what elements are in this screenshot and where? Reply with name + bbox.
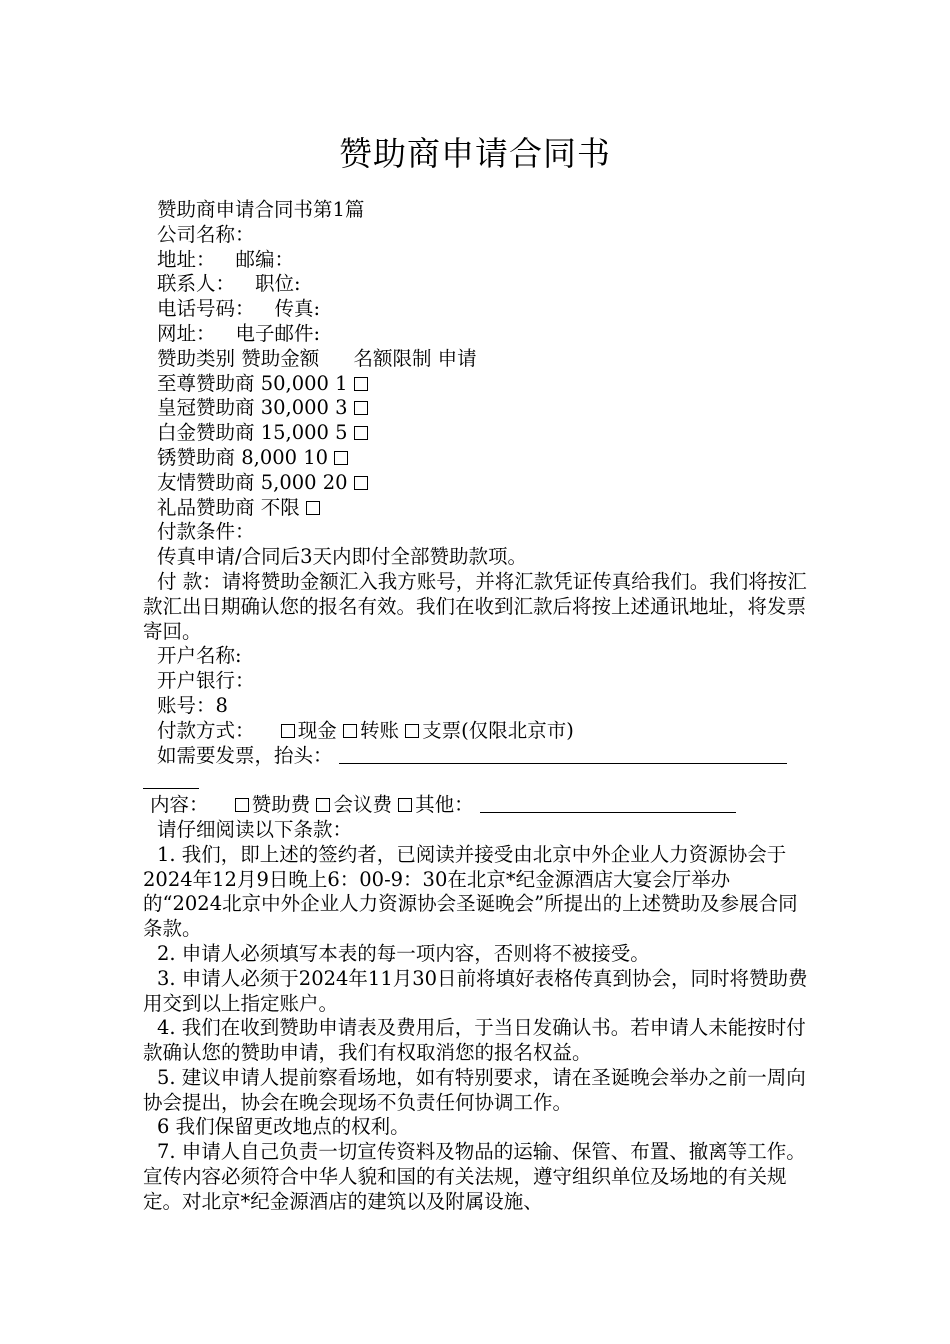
invoice-title-blank-wrap (143, 768, 809, 793)
sponsor-amount: 50,000 (260, 371, 329, 395)
header-amount: 赞助金额 (241, 346, 320, 370)
apply-checkbox[interactable] (354, 426, 368, 440)
apply-checkbox[interactable] (354, 401, 368, 415)
checkbox[interactable] (343, 724, 357, 738)
invoice-title-label: 如需要发票，抬头： (157, 743, 333, 767)
website-row (143, 322, 809, 347)
sponsor-row (143, 421, 809, 446)
sponsor-amount: 8,000 (241, 445, 298, 469)
sponsor-type: 友情赞助商 (157, 470, 255, 494)
method-option-cash[interactable]: 现金 (281, 719, 337, 742)
checkbox[interactable] (405, 724, 419, 738)
terms-item: 7. 申请人自己负责一切宣传资料及物品的运输、保管、布置、撤离等工作。宣传内容必须符合中华人貌和国的有关法规，遵守组织单位及场地的有关规定。对北京*纪金源酒店的建筑以及附属设施、 (143, 1140, 806, 1213)
apply-checkbox[interactable] (306, 501, 320, 515)
other-content-blank[interactable] (480, 796, 736, 813)
apply-checkbox[interactable] (334, 451, 348, 465)
sponsor-quota: 1 (335, 371, 348, 395)
sponsor-row (143, 446, 809, 471)
apply-checkbox[interactable] (354, 476, 368, 490)
document-body (143, 198, 809, 1215)
company-field: 公司名称： (157, 222, 255, 246)
sponsor-type: 礼品赞助商 (157, 495, 255, 519)
account-number-field: 账号：8 (157, 693, 228, 717)
invoice-content-row (143, 793, 809, 818)
phone-row (143, 297, 809, 322)
email-label: 电子邮件: (235, 321, 321, 345)
header-quota: 名额限制 (353, 346, 432, 370)
website-label: 网址： (157, 321, 216, 345)
account-name-field: 开户名称: (157, 644, 242, 668)
sponsor-row (143, 372, 809, 397)
subtitle: 赞助商申请合同书第1篇 (157, 198, 365, 221)
terms-intro: 请仔细阅读以下条款： (157, 817, 353, 841)
checkbox[interactable] (281, 724, 295, 738)
sponsor-quota: 20 (322, 470, 348, 494)
address-row (143, 248, 809, 273)
apply-checkbox[interactable] (354, 377, 368, 391)
sponsor-quota: 3 (335, 396, 348, 420)
contact-row (143, 272, 809, 297)
sponsor-amount: 15,000 (260, 421, 329, 445)
terms-item: 2. 申请人必须填写本表的每一项内容，否则将不被接受。 (157, 941, 650, 965)
invoice-content-label: 内容： (150, 793, 209, 817)
checkbox[interactable] (398, 798, 412, 812)
sponsor-quota: 5 (335, 421, 348, 445)
header-apply: 申请 (437, 346, 477, 370)
sponsor-type: 锈赞助商 (157, 445, 236, 469)
checkbox[interactable] (235, 798, 249, 812)
invoice-title-blank-continued[interactable] (143, 772, 199, 789)
position-label: 职位: (255, 272, 301, 296)
terms-item: 5. 建议申请人提前察看场地，如有特别要求，请在圣诞晚会举办之前一周向协会提出，协会在晚会现场不负责任何协调工作。 (143, 1065, 806, 1114)
method-option-check[interactable]: 支票(仅限北京市) (405, 719, 574, 742)
sponsor-row (143, 396, 809, 421)
invoice-title-blank[interactable] (339, 747, 787, 764)
content-option-conference[interactable]: 会议费 (316, 793, 392, 816)
checkbox[interactable] (316, 798, 330, 812)
terms-item: 6 我们保留更改地点的权利。 (157, 1115, 410, 1139)
sponsor-table-header (143, 347, 809, 372)
sponsor-amount: 5,000 (260, 470, 317, 494)
sponsor-quota: 10 (303, 445, 329, 469)
postcode-label: 邮编： (235, 247, 295, 271)
bank-field: 开户银行： (157, 669, 255, 693)
document-title: 赞助商申请合同书 (339, 134, 611, 173)
phone-label: 电话号码： (157, 297, 255, 321)
payment-method-row (143, 719, 809, 744)
content-option-sponsorship[interactable]: 赞助费 (235, 793, 311, 816)
content-option-other[interactable]: 其他： (398, 793, 474, 816)
sponsor-type: 皇冠赞助商 (157, 396, 255, 420)
sponsor-amount: 不限 (260, 495, 300, 519)
terms-item: 4. 我们在收到赞助申请表及费用后，于当日发确认书。若申请人未能按时付款确认您的赞助申请，我们有权取消您的报名权益。 (143, 1016, 806, 1065)
contact-label: 联系人： (157, 272, 236, 296)
payment-terms-label: 付款条件： (157, 520, 255, 544)
payment-method-label: 付款方式： (157, 718, 255, 742)
method-option-transfer[interactable]: 转账 (343, 719, 399, 742)
sponsor-row (143, 471, 809, 496)
sponsor-amount: 30,000 (260, 396, 329, 420)
payment-instructions: 付 款：请将赞助金额汇入我方账号，并将汇款凭证传真给我们。我们将按汇款汇出日期确认您的报名有效。我们在收到汇款后将按上述通讯地址，将发票寄回。 (143, 569, 807, 643)
address-label: 地址： (157, 247, 216, 271)
terms-item: 3. 申请人必须于2024年11月30日前将填好表格传真到协会，同时将赞助费用交到以上指定账户。 (143, 966, 808, 1015)
terms-item: 1. 我们，即上述的签约者，已阅读并接受由北京中外企业人力资源协会于2024年12月9日晚上6：00-9：30在北京*纪金源酒店大宴会厅举办的“2024北京中外企业人力资源协会圣诞晚会”所提出的上述赞助及参展合同条款。 (143, 842, 798, 941)
sponsor-type: 至尊赞助商 (157, 371, 255, 395)
header-type: 赞助类别 (157, 346, 236, 370)
sponsor-type: 白金赞助商 (157, 421, 255, 445)
payment-terms-text: 传真申请/合同后3天内即付全部赞助款项。 (157, 545, 527, 569)
sponsor-row (143, 496, 809, 521)
fax-label: 传真: (274, 297, 321, 321)
invoice-title-row (143, 744, 809, 769)
